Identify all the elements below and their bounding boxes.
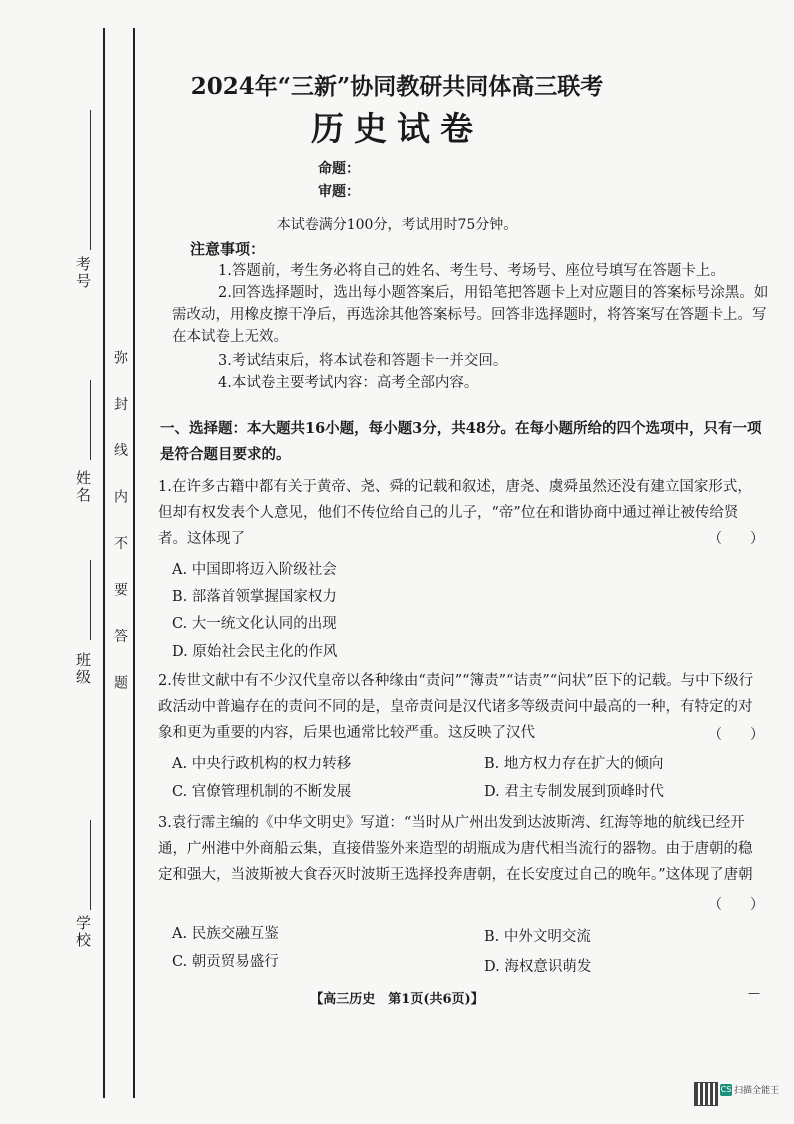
notes-heading: 注意事项：: [190, 240, 266, 258]
question-3-stem: 3.袁行霈主编的《中华文明史》写道：“当时从广州出发到达波斯湾、红海等地的航线已经开通，广州港中外商船云集，直接借鉴外来造型的胡瓶成为唐代相当流行的器物。由于唐朝的稳定和强大，当波斯被大食吞灭时波斯王选择投奔唐朝，在长安度过自己的晚年。”这体现了唐朝: [158, 815, 753, 883]
school-label: 学校: [74, 915, 92, 949]
question-1-option-b: B. 部落首领掌握国家权力: [172, 589, 337, 605]
school-blank: [90, 820, 91, 910]
reviewer-label: 审题：: [318, 184, 360, 200]
name-blank: [90, 380, 91, 460]
exam-title: 2024年“三新”协同教研共同体高三联考: [190, 73, 604, 100]
scanner-watermark: [694, 1080, 782, 1110]
question-3-option-d: D. 海权意识萌发: [484, 959, 592, 975]
question-1-option-d: D. 原始社会民主化的作风: [172, 644, 338, 660]
question-2-option-a: A. 中央行政机构的权力转移: [172, 756, 352, 772]
note-item-2: 2.回答选择题时，选出每小题答案后，用铅笔把答题卡上对应题目的答案标号涂黑。如需改动，用橡皮擦干净后，再选涂其他答案标号。回答非选择题时，将答案写在答题卡上。写在本试卷上无效。: [172, 285, 769, 345]
camscanner-logo-icon: CS: [720, 1085, 732, 1094]
note-item-1: 1.答题前，考生务必将自己的姓名、考生号、考场号、座位号填写在答题卡上。: [218, 263, 725, 279]
qr-code-icon: [694, 1082, 718, 1106]
seal-line-text: 弥 封 线 内 不 要 答 题: [112, 350, 128, 704]
subject-title: 历史试卷: [311, 109, 483, 148]
note-item-3: 3.考试结束后，将本试卷和答题卡一并交回。: [218, 353, 508, 369]
question-3-option-c: C. 朝贡贸易盛行: [172, 954, 279, 970]
proposer-label: 命题：: [318, 161, 360, 177]
class-label: 班级: [74, 652, 92, 686]
score-info: 本试卷满分100分，考试用时75分钟。: [276, 217, 518, 233]
question-2-option-c: C. 官僚管理机制的不断发展: [172, 784, 352, 800]
question-1-answer-paren: （ ）: [708, 531, 764, 547]
question-1-option-a: A. 中国即将迈入阶级社会: [172, 562, 337, 578]
question-3-answer-paren: （ ）: [708, 897, 764, 913]
note-item-4: 4.本试卷主要考试内容：高考全部内容。: [218, 375, 479, 391]
question-3-option-a: A. 民族交融互鉴: [172, 926, 279, 942]
section1-heading: 一、选择题：本大题共16小题，每小题3分，共48分。在每小题所给的四个选项中，只有一项是符合题目要求的。: [160, 420, 762, 463]
name-label: 姓名: [74, 470, 92, 504]
class-blank: [90, 560, 91, 640]
question-1-option-c: C. 大一统文化认同的出现: [172, 616, 337, 632]
exam-no-label: 考号: [74, 256, 92, 290]
footer-dash: —: [748, 986, 760, 1000]
page-footer: 【高三历史 第1页(共6页)】: [310, 992, 484, 1007]
question-2-option-b: B. 地方权力存在扩大的倾向: [484, 756, 664, 772]
question-2-stem: 2.传世文献中有不少汉代皇帝以各种缘由“责问”“簿责”“诘责”“问状”臣下的记载。与中下级行政活动中普遍存在的责问不同的是，皇帝责问是汉代诸多等级责问中最高的一种，有特定的对象和更为重要的内容，后果也通常比较严重。这反映了汉代: [158, 673, 754, 741]
question-1-stem: 1.在许多古籍中都有关于黄帝、尧、舜的记载和叙述，唐尧、虞舜虽然还没有建立国家形式，但却有权发表个人意见，他们不传位给自己的儿子，“帝”位在和谐协商中通过禅让被传给贤者。这体现了: [158, 479, 752, 547]
binding-line-inner: [133, 28, 135, 1098]
question-2-option-d: D. 君主专制发展到顶峰时代: [484, 784, 664, 800]
question-3-option-b: B. 中外文明交流: [484, 929, 591, 945]
binding-line-outer: [103, 28, 105, 1098]
question-2-answer-paren: （ ）: [708, 727, 764, 743]
watermark-text: 扫描全能王: [734, 1086, 780, 1096]
